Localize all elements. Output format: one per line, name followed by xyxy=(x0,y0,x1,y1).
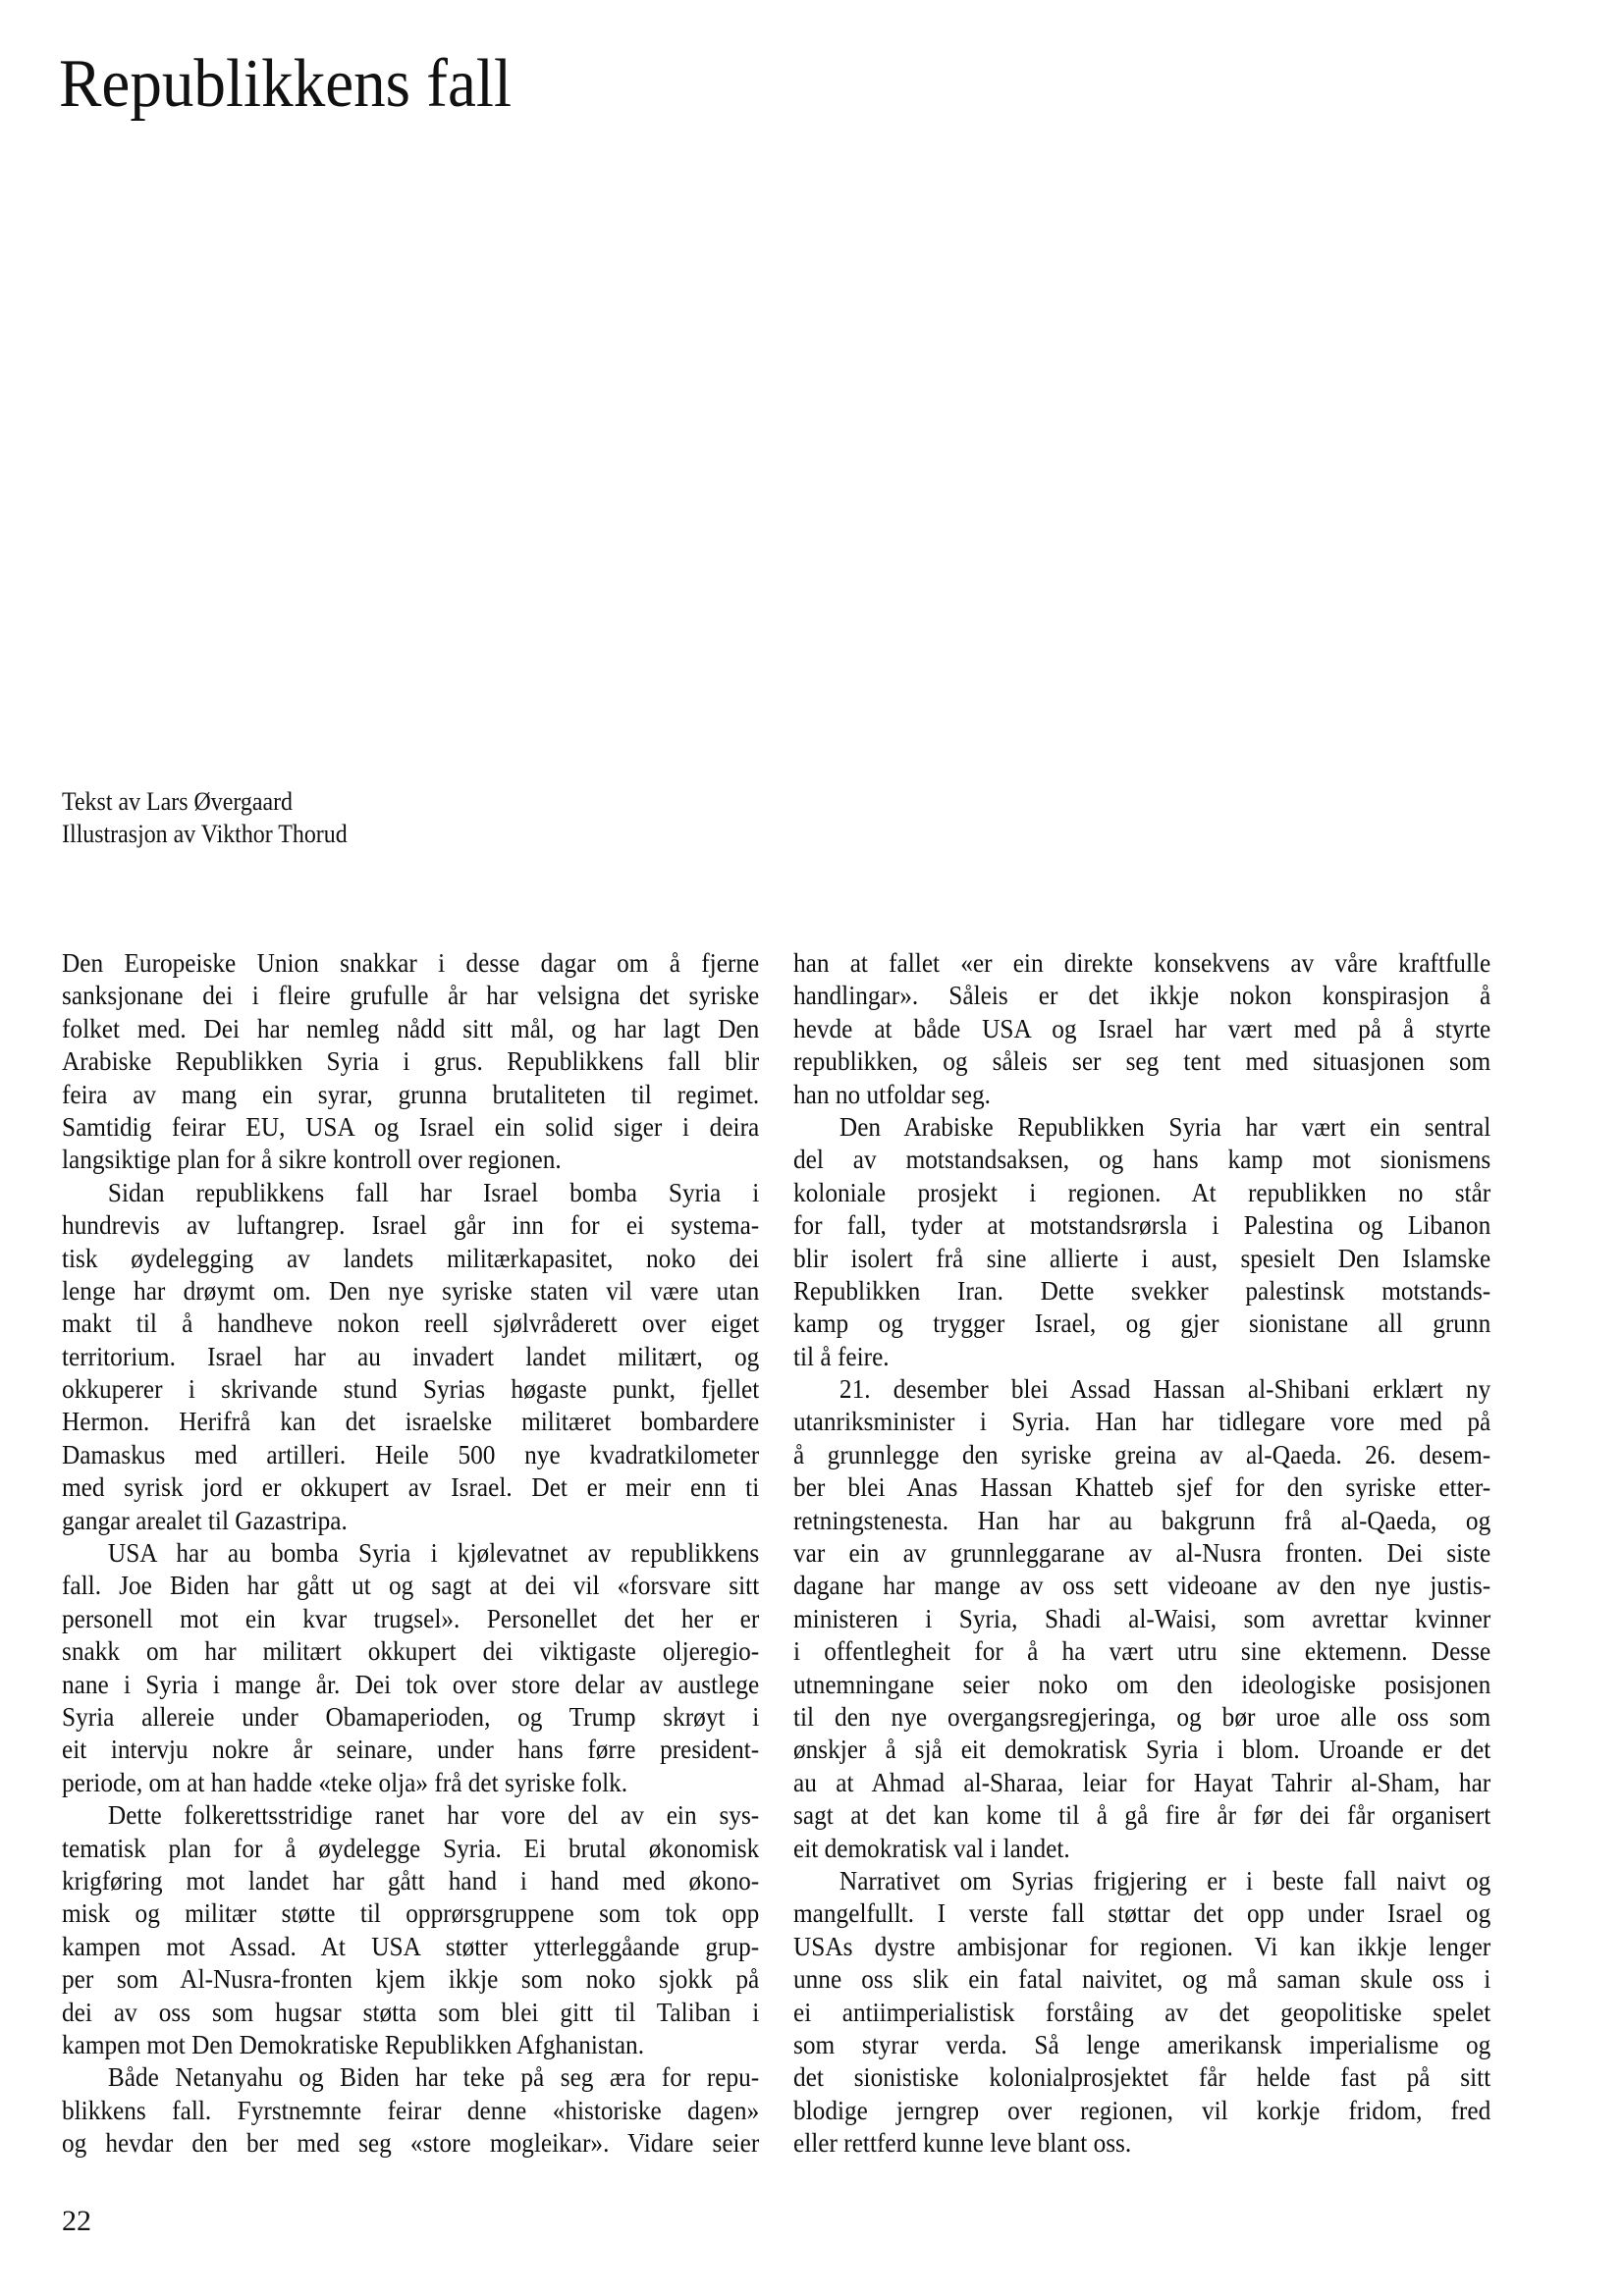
text-line-content: for fall, tyder at motstandsrørsla i Palestina og Libanon xyxy=(793,1209,1491,1241)
text-line-content: Den Europeiske Union snakkar i desse dagar om å fjerne xyxy=(62,947,760,978)
text-line xyxy=(62,979,759,1011)
text-line-content: nane i Syria i mange år. Dei tok over store delar av austlege xyxy=(62,1668,760,1699)
text-line-content: Damaskus med artilleri. Heile 500 nye kvadratkilometer xyxy=(62,1438,760,1469)
text-line xyxy=(62,1962,759,1995)
text-line xyxy=(62,1996,759,2028)
text-line xyxy=(62,1832,759,1864)
text-line xyxy=(793,979,1490,1011)
text-line xyxy=(62,1470,759,1503)
text-line xyxy=(62,2028,759,2060)
text-line-content: til den nye overgangsregjeringa, og bør uroe alle oss som xyxy=(793,1700,1491,1732)
text-line xyxy=(793,1896,1490,1929)
text-line-content: handlingar». Såleis er det ikkje nokon konspirasjon å xyxy=(793,980,1491,1011)
text-line xyxy=(62,1634,759,1667)
text-line-content: Arabiske Republikken Syria i grus. Republikkens fall blir xyxy=(62,1045,760,1077)
text-line xyxy=(62,1798,759,1831)
text-line xyxy=(62,1896,759,1929)
text-line-content: blir isolert frå sine allierte i aust, spesielt Den Islamske xyxy=(793,1242,1491,1273)
text-line-content: krigføring mot landet har gått hand i hand med økono- xyxy=(62,1864,760,1896)
text-line xyxy=(793,1668,1490,1700)
text-line-content: periode, om at han hadde «teke olja» frå det syriske folk. xyxy=(62,1766,628,1797)
text-line-content: tematisk plan for å øydelegge Syria. Ei brutal økonomisk xyxy=(62,1832,760,1863)
text-line xyxy=(62,1176,759,1208)
text-line-content: del av motstandsaksen, og hans kamp mot sionismens xyxy=(793,1144,1491,1175)
text-line-content: hevde at både USA og Israel har vært med på å styrte xyxy=(793,1012,1491,1043)
text-line-content: lenge har drøymt om. Den nye syriske staten vil være utan xyxy=(62,1274,760,1306)
text-line-content: sagt at det kan kome til å gå fire år før dei får organisert xyxy=(793,1799,1491,1831)
text-line xyxy=(793,1733,1490,1765)
text-line-content: tisk øydelegging av landets militærkapasitet, noko dei xyxy=(62,1242,760,1273)
text-line-content: utnemningane seier noko om den ideologiske posisjonen xyxy=(793,1668,1491,1699)
article-title: Republikkens fall xyxy=(59,46,513,122)
text-line xyxy=(793,1078,1490,1110)
text-line-content: Dette folkerettsstridige ranet har vore del av ein sys- xyxy=(107,1799,760,1831)
text-line-content: Syria allereie under Obamaperioden, og Trump skrøyt i xyxy=(62,1700,760,1732)
page-number: 22 xyxy=(62,2205,91,2237)
text-line-content: gangar arealet til Gazastripa. xyxy=(62,1504,348,1535)
text-line xyxy=(62,1438,759,1470)
text-line xyxy=(62,1242,759,1274)
body-column-left xyxy=(62,946,759,2159)
text-line-content: fall. Joe Biden har gått ut og sagt at dei vil «forsvare sitt xyxy=(62,1570,760,1601)
text-line-content: Narrativet om Syrias frigjering er i beste fall naivt og xyxy=(839,1864,1491,1896)
text-line-content: til å feire. xyxy=(793,1340,890,1371)
text-line-content: blodige jerngrep over regionen, vil korkje fridom, fred xyxy=(793,2094,1491,2125)
text-line-content: territorium. Israel har au invadert landet militært, og xyxy=(62,1340,760,1371)
text-line xyxy=(793,1930,1490,1962)
text-line-content: var ein av grunnleggarane av al-Nusra fronten. Dei siste xyxy=(793,1537,1491,1569)
text-line-content: han at fallet «er ein direkte konsekvens av våre kraftfulle xyxy=(793,947,1491,978)
text-line-content: dagane har mange av oss sett videoane av den nye justis- xyxy=(793,1570,1491,1601)
text-line xyxy=(62,1569,759,1601)
text-line-content: makt til å handheve nokon reell sjølvråderett over eiget xyxy=(62,1308,760,1339)
text-line xyxy=(62,1536,759,1569)
text-line xyxy=(62,2094,759,2126)
text-line-content: ei antiimperialistisk forståing av det geopolitiske spelet xyxy=(793,1996,1491,2027)
text-line xyxy=(793,1372,1490,1405)
text-line xyxy=(62,2126,759,2159)
text-line xyxy=(793,1208,1490,1241)
text-line xyxy=(793,1569,1490,1601)
text-line-content: Den Arabiske Republikken Syria har vært ein sentral xyxy=(839,1110,1491,1142)
text-line-content: republikken, og såleis ser seg tent med situasjonen som xyxy=(793,1045,1491,1077)
text-line xyxy=(793,2126,1490,2159)
text-line-content: blikkens fall. Fyrstnemnte feirar denne «historiske dagen» xyxy=(62,2094,760,2125)
text-line-content: misk og militær støtte til opprørsgruppene som tok opp xyxy=(62,1897,760,1929)
text-line xyxy=(62,1307,759,1339)
text-line xyxy=(793,1962,1490,1995)
text-line xyxy=(793,1766,1490,1798)
text-line-content: personell mot ein kvar trugsel». Personellet det her er xyxy=(62,1602,760,1633)
text-line xyxy=(62,2060,759,2093)
text-line-content: i offentlegheit for å ha vært utru sine ektemenn. Desse xyxy=(793,1635,1491,1667)
text-line xyxy=(793,1536,1490,1569)
text-line xyxy=(793,1242,1490,1274)
text-line xyxy=(793,1405,1490,1437)
text-line-content: USA har au bomba Syria i kjølevatnet av republikkens xyxy=(107,1537,760,1569)
text-line-content: dei av oss som hugsar støtta som blei gitt til Taliban i xyxy=(62,1996,760,2027)
text-line-content: utanriksminister i Syria. Han har tidlegare vore med på xyxy=(793,1406,1491,1437)
text-line xyxy=(793,1798,1490,1831)
text-line xyxy=(62,946,759,979)
text-line xyxy=(793,1634,1490,1667)
text-line-content: det sionistiske kolonialprosjektet får helde fast på sitt xyxy=(793,2061,1491,2093)
text-line-content: ber blei Anas Hassan Khatteb sjef for den syriske etter- xyxy=(793,1471,1491,1503)
text-line xyxy=(62,1405,759,1437)
text-line xyxy=(62,1602,759,1634)
text-line-content: eit demokratisk val i landet. xyxy=(793,1832,1070,1863)
text-line-content: feira av mang ein syrar, grunna brutaliteten til regimet. xyxy=(62,1078,760,1109)
text-line-content: langsiktige plan for å sikre kontroll over regionen. xyxy=(62,1144,562,1175)
text-line xyxy=(62,1668,759,1700)
text-line xyxy=(62,1864,759,1896)
text-line-content: Republikken Iran. Dette svekker palestinsk motstands- xyxy=(793,1274,1491,1306)
text-line-content: hundrevis av luftangrep. Israel går inn for ei systema- xyxy=(62,1209,760,1241)
text-line xyxy=(793,1470,1490,1503)
text-line-content: han no utfoldar seg. xyxy=(793,1078,991,1109)
text-line-content: som styrar verda. Så lenge amerikansk imperialisme og xyxy=(793,2028,1491,2059)
byline xyxy=(62,785,348,851)
text-line xyxy=(793,1044,1490,1077)
text-line-content: eit intervju nokre år seinare, under hans førre president- xyxy=(62,1734,760,1765)
text-line-content: ønskjer å sjå eit demokratisk Syria i blom. Uroande er det xyxy=(793,1734,1491,1765)
illustrator-credit: Illustrasjon av Vikthor Thorud xyxy=(62,820,348,849)
text-line xyxy=(62,1340,759,1372)
text-line-content: koloniale prosjekt i regionen. At republikken no står xyxy=(793,1176,1491,1207)
text-line xyxy=(62,1274,759,1307)
text-line-content: Hermon. Herifrå kan det israelske militæret bombardere xyxy=(62,1406,760,1437)
text-line-content: ministeren i Syria, Shadi al-Waisi, som avrettar kvinner xyxy=(793,1602,1491,1633)
text-line xyxy=(793,1012,1490,1044)
text-line-content: kampen mot Assad. At USA støtter ytterleggåande grup- xyxy=(62,1930,760,1961)
text-line-content: eller rettferd kunne leve blant oss. xyxy=(793,2127,1132,2159)
text-line-content: USAs dystre ambisjonar for regionen. Vi kan ikkje lenger xyxy=(793,1930,1491,1961)
text-line xyxy=(793,1143,1490,1175)
text-line xyxy=(793,1602,1490,1634)
text-line-content: per som Al-Nusra-fronten kjem ikkje som noko sjokk på xyxy=(62,1963,760,1995)
text-line xyxy=(793,1340,1490,1372)
text-line xyxy=(62,1930,759,1962)
text-line-content: mangelfullt. I verste fall støttar det opp under Israel og xyxy=(793,1897,1491,1929)
text-line-content: unne oss slik ein fatal naivitet, og må saman skule oss i xyxy=(793,1963,1491,1995)
text-line-content: au at Ahmad al-Sharaa, leiar for Hayat Tahrir al-Sham, har xyxy=(793,1766,1491,1797)
text-line-content: kamp og trygger Israel, og gjer sionistane all grunn xyxy=(793,1308,1491,1339)
text-line xyxy=(62,1044,759,1077)
text-line-content: folket med. Dei har nemleg nådd sitt mål, og har lagt Den xyxy=(62,1012,760,1043)
text-line-content: 21. desember blei Assad Hassan al-Shibani erklært ny xyxy=(839,1373,1491,1405)
text-line xyxy=(793,2060,1490,2093)
text-line xyxy=(62,1208,759,1241)
text-line xyxy=(62,1700,759,1733)
text-line xyxy=(62,1143,759,1175)
text-line xyxy=(793,1700,1490,1733)
text-line xyxy=(793,2094,1490,2126)
text-line-content: Sidan republikkens fall har Israel bomba Syria i xyxy=(107,1176,760,1207)
text-line xyxy=(793,1110,1490,1143)
text-line xyxy=(793,2028,1490,2060)
text-line xyxy=(62,1766,759,1798)
text-line xyxy=(793,1274,1490,1307)
text-line xyxy=(793,1307,1490,1339)
text-line xyxy=(793,1504,1490,1536)
text-line xyxy=(62,1372,759,1405)
body-column-right xyxy=(793,946,1490,2159)
text-line-content: Både Netanyahu og Biden har teke på seg æra for repu- xyxy=(107,2061,760,2093)
text-line xyxy=(62,1012,759,1044)
text-line-content: snakk om har militært okkupert dei viktigaste oljeregio- xyxy=(62,1635,760,1667)
text-line xyxy=(793,1176,1490,1208)
text-line-content: sanksjonane dei i fleire grufulle år har velsigna det syriske xyxy=(62,980,760,1011)
text-line xyxy=(62,1504,759,1536)
text-line xyxy=(793,1438,1490,1470)
text-line-content: og hevdar den ber med seg «store mogleikar». Vidare seier xyxy=(62,2127,760,2159)
text-line xyxy=(62,1733,759,1765)
text-line-content: kampen mot Den Demokratiske Republikken Afghanistan. xyxy=(62,2028,645,2059)
text-line-content: å grunnlegge den syriske greina av al-Qaeda. 26. desem- xyxy=(793,1438,1491,1469)
text-line-content: retningstenesta. Han har au bakgrunn frå al-Qaeda, og xyxy=(793,1504,1491,1535)
text-line-content: okkuperer i skrivande stund Syrias høgaste punkt, fjellet xyxy=(62,1373,760,1405)
text-line xyxy=(62,1110,759,1143)
text-line xyxy=(793,1832,1490,1864)
text-line xyxy=(793,1864,1490,1896)
text-line xyxy=(793,946,1490,979)
text-line-content: Samtidig feirar EU, USA og Israel ein solid siger i deira xyxy=(62,1110,760,1142)
text-line-content: med syrisk jord er okkupert av Israel. Det er meir enn ti xyxy=(62,1471,760,1503)
text-line xyxy=(793,1996,1490,2028)
author-credit: Tekst av Lars Øvergaard xyxy=(62,787,294,816)
text-line xyxy=(62,1078,759,1110)
